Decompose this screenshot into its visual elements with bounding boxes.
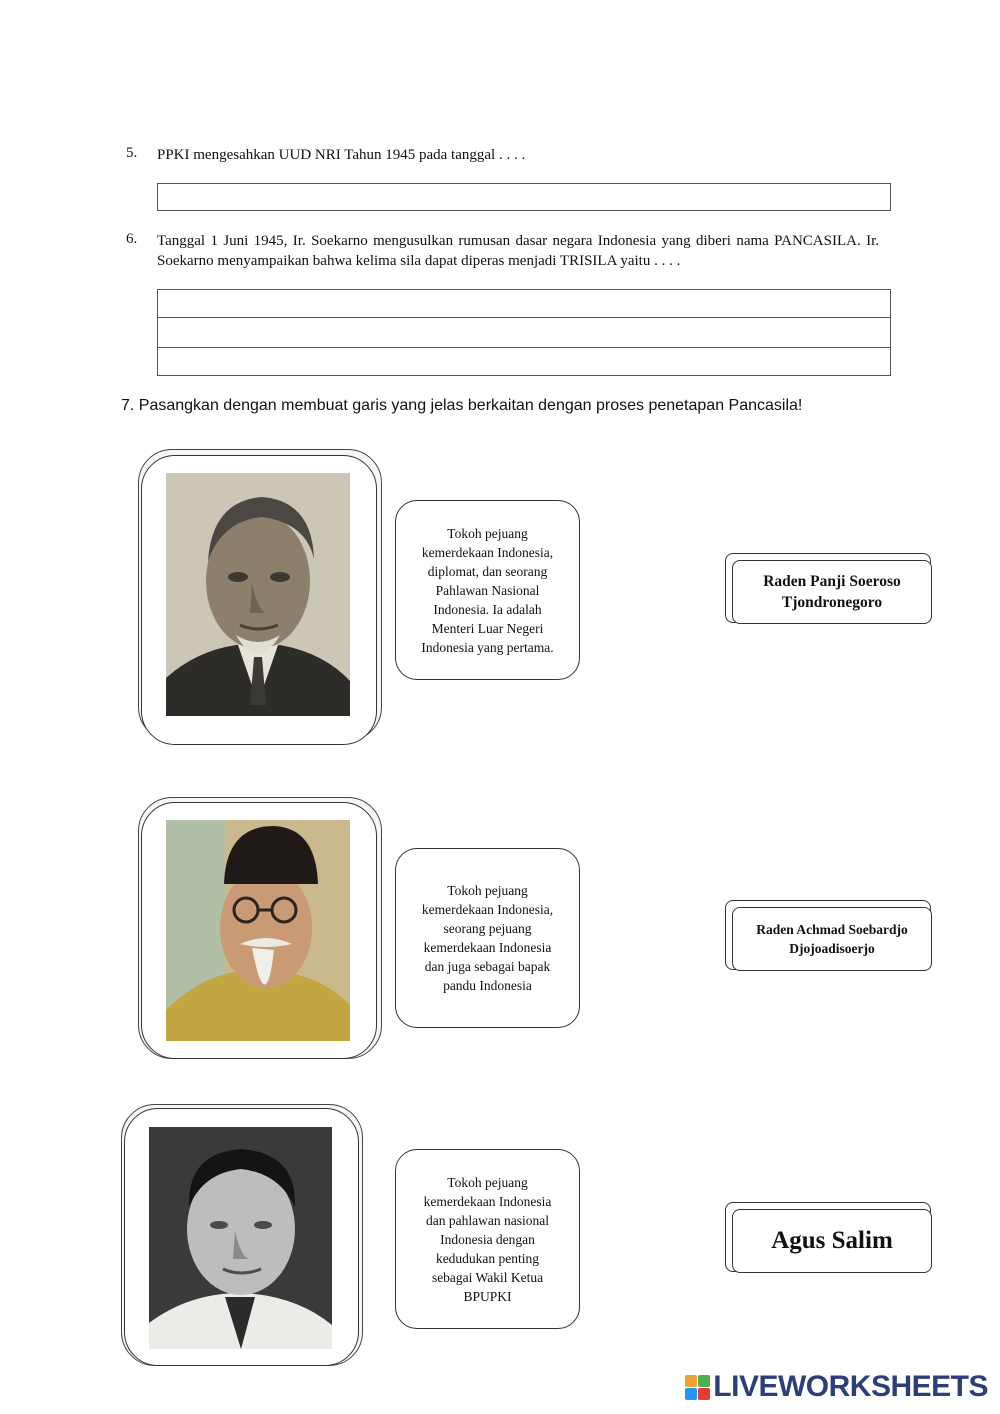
question-7-text: 7. Pasangkan dengan membuat garis yang jelas berkaitan dengan proses penetapan Pancasila! — [121, 397, 803, 414]
name-box-1[interactable]: Raden Panji Soeroso Tjondronegoro — [732, 560, 932, 624]
liveworksheets-logo — [685, 1370, 988, 1404]
description-box-3: Tokoh pejuang kemerdekaan Indonesia dan pahlawan nasional Indonesia dengan kedudukan penting sebagai Wakil Ketua BPUPKI — [395, 1149, 580, 1329]
description-box-1: Tokoh pejuang kemerdekaan Indonesia, diplomat, dan seorang Pahlawan Nasional Indonesia. Ia adalah Menteri Luar Negeri Indonesia yang pertama. — [395, 500, 580, 680]
portrait-2-illustration — [166, 820, 350, 1041]
logo-text: LIVEWORKSHEETS — [713, 1370, 988, 1403]
liveworksheets-logo-icon — [685, 1375, 710, 1400]
portrait-photo-2 — [166, 820, 350, 1041]
question-5-text: PPKI mengesahkan UUD NRI Tahun 1945 pada tanggal . . . . — [157, 147, 526, 163]
answer-field-q6-3[interactable] — [157, 348, 891, 376]
question-6-text: Tanggal 1 Juni 1945, Ir. Soekarno mengusulkan rumusan dasar negara Indonesia yang diberi nama PANCASILA. Ir. Soekarno menyampaikan bahwa kelima sila dapat diperas menjadi TRISILA yaitu . . . . — [157, 233, 879, 269]
answer-field-q5[interactable] — [157, 183, 891, 211]
description-box-2: Tokoh pejuang kemerdekaan Indonesia, seorang pejuang kemerdekaan Indonesia dan juga sebagai bapak pandu Indonesia — [395, 848, 580, 1028]
name-box-2[interactable]: Raden Achmad Soebardjo Djojoadisoerjo — [732, 907, 932, 971]
portrait-photo-1 — [166, 473, 350, 716]
question-5-number: 5. — [126, 145, 138, 161]
portrait-photo-3 — [149, 1127, 332, 1349]
answer-field-q6-1[interactable] — [157, 289, 891, 318]
portrait-3-illustration — [149, 1127, 332, 1349]
name-box-3[interactable]: Agus Salim — [732, 1209, 932, 1273]
portrait-1-illustration — [166, 473, 350, 716]
question-6-number: 6. — [126, 231, 138, 247]
answer-field-q6-2[interactable] — [157, 318, 891, 348]
